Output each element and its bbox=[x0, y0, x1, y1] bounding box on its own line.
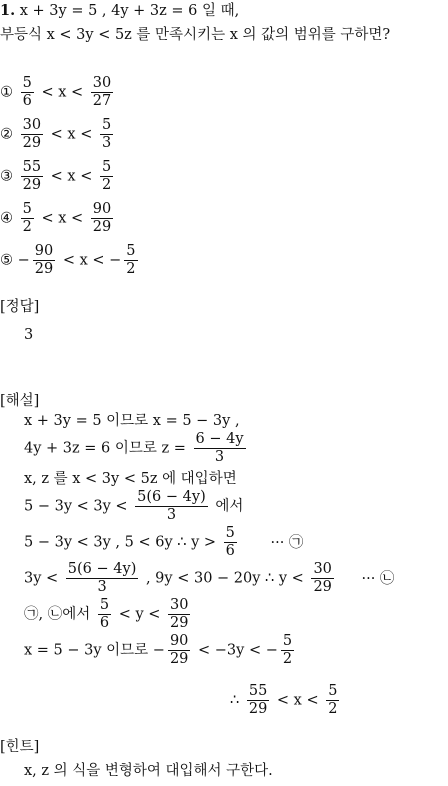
choice-mark: ② bbox=[0, 126, 13, 143]
choice-relation: < x < bbox=[41, 210, 84, 227]
choice-3[interactable] bbox=[0, 160, 116, 193]
fraction: $\frac{90}{29}$ bbox=[92, 201, 112, 236]
problem-line-1 bbox=[0, 2, 239, 20]
choice-mark: ⑤ bbox=[0, 252, 13, 269]
fraction: $\frac{5}{2}$ bbox=[328, 683, 338, 718]
fraction: $\frac{6 - 4y}{3}$ bbox=[195, 431, 244, 466]
fraction: $\frac{5(6 - 4y)}{3}$ bbox=[137, 489, 206, 524]
answer-heading: [정답] bbox=[0, 299, 40, 315]
choice-2[interactable] bbox=[0, 118, 116, 151]
solution-heading: [해설] bbox=[0, 393, 40, 409]
minus-sign: − bbox=[17, 252, 30, 269]
choice-1[interactable] bbox=[0, 76, 116, 109]
fraction: $\frac{30}{29}$ bbox=[313, 561, 332, 596]
choice-4[interactable] bbox=[0, 202, 116, 235]
fraction: $\frac{5}{2}$ bbox=[126, 243, 136, 278]
solution-line-4: 5 − 3y < 3y < $\frac{5(6 - 4y)}{3}$ 에서 bbox=[24, 489, 244, 524]
solution-line-6: 3y < $\frac{5(6 - 4y)}{3}$ , 9y < 30 − 20y ∴ y < $\frac{30}{29}$ ··· ㉡ bbox=[24, 561, 395, 596]
problem-line-2 bbox=[0, 26, 390, 44]
solution-conclusion: ∴ $\frac{55}{29}$ < x < $\frac{5}{2}$ bbox=[230, 683, 338, 718]
choice-mark: ③ bbox=[0, 168, 13, 185]
fraction: $\frac{5}{6}$ bbox=[99, 597, 110, 632]
problem-text-2: 부등식 x < 3y < 5z 를 만족시키는 x 의 값의 범위를 구하면? bbox=[0, 27, 391, 43]
answer-value: 3 bbox=[24, 327, 34, 343]
solution-line-5: 5 − 3y < 3y , 5 < 6y ∴ y > $\frac{5}{6}$ ··· ㉠ bbox=[24, 525, 304, 560]
problem-text-1: x + 3y = 5 , 4y + 3z = 6 일 때, bbox=[19, 3, 240, 19]
choice-5[interactable] bbox=[0, 244, 141, 277]
solution-line-7: ㉠, ㉡에서 $\frac{5}{6}$ < y < $\frac{30}{29}$ bbox=[24, 597, 189, 632]
fraction: $\frac{5}{2}$ bbox=[22, 201, 32, 236]
fraction: $\frac{30}{27}$ bbox=[92, 75, 112, 110]
fraction: $\frac{5}{6}$ bbox=[225, 525, 235, 560]
solution-line-1: x + 3y = 5 이므로 x = 5 − 3y , bbox=[24, 413, 240, 429]
fraction: $\frac{55}{29}$ bbox=[248, 683, 268, 718]
fraction: $\frac{90}{29}$ bbox=[169, 633, 189, 668]
solution-line-3: x, z 를 x < 3y < 5z 에 대입하면 bbox=[24, 471, 237, 487]
fraction: $\frac{5}{2}$ bbox=[282, 633, 293, 668]
choice-relation: < x < bbox=[50, 168, 93, 185]
fraction: $\frac{55}{29}$ bbox=[22, 159, 42, 194]
choice-relation: < x < bbox=[41, 84, 84, 101]
problem-number: 1. bbox=[0, 2, 16, 19]
choice-relation: < x < bbox=[62, 252, 105, 269]
hint-heading: [힌트] bbox=[0, 739, 40, 755]
fraction: $\frac{5}{2}$ bbox=[101, 159, 112, 194]
hint-text: x, z 의 식을 변형하여 대입해서 구한다. bbox=[24, 763, 273, 779]
choice-relation: < x < bbox=[50, 126, 93, 143]
solution-line-8: x = 5 − 3y 이므로 − $\frac{90}{29}$ < −3y < − $\frac{5}{2}$ bbox=[24, 633, 293, 668]
fraction: $\frac{5}{3}$ bbox=[101, 117, 112, 152]
fraction: $\frac{30}{29}$ bbox=[170, 597, 189, 632]
solution-line-2: 4y + 3z = 6 이므로 z = $\frac{6 - 4y}{3}$ bbox=[24, 431, 244, 466]
fraction: $\frac{30}{29}$ bbox=[22, 117, 42, 152]
choice-mark: ① bbox=[0, 84, 13, 101]
minus-sign: − bbox=[109, 252, 122, 269]
fraction: $\frac{90}{29}$ bbox=[34, 243, 54, 278]
fraction: $\frac{5}{6}$ bbox=[22, 75, 32, 110]
choice-mark: ④ bbox=[0, 210, 13, 227]
fraction: $\frac{5(6 - 4y)}{3}$ bbox=[67, 561, 137, 596]
